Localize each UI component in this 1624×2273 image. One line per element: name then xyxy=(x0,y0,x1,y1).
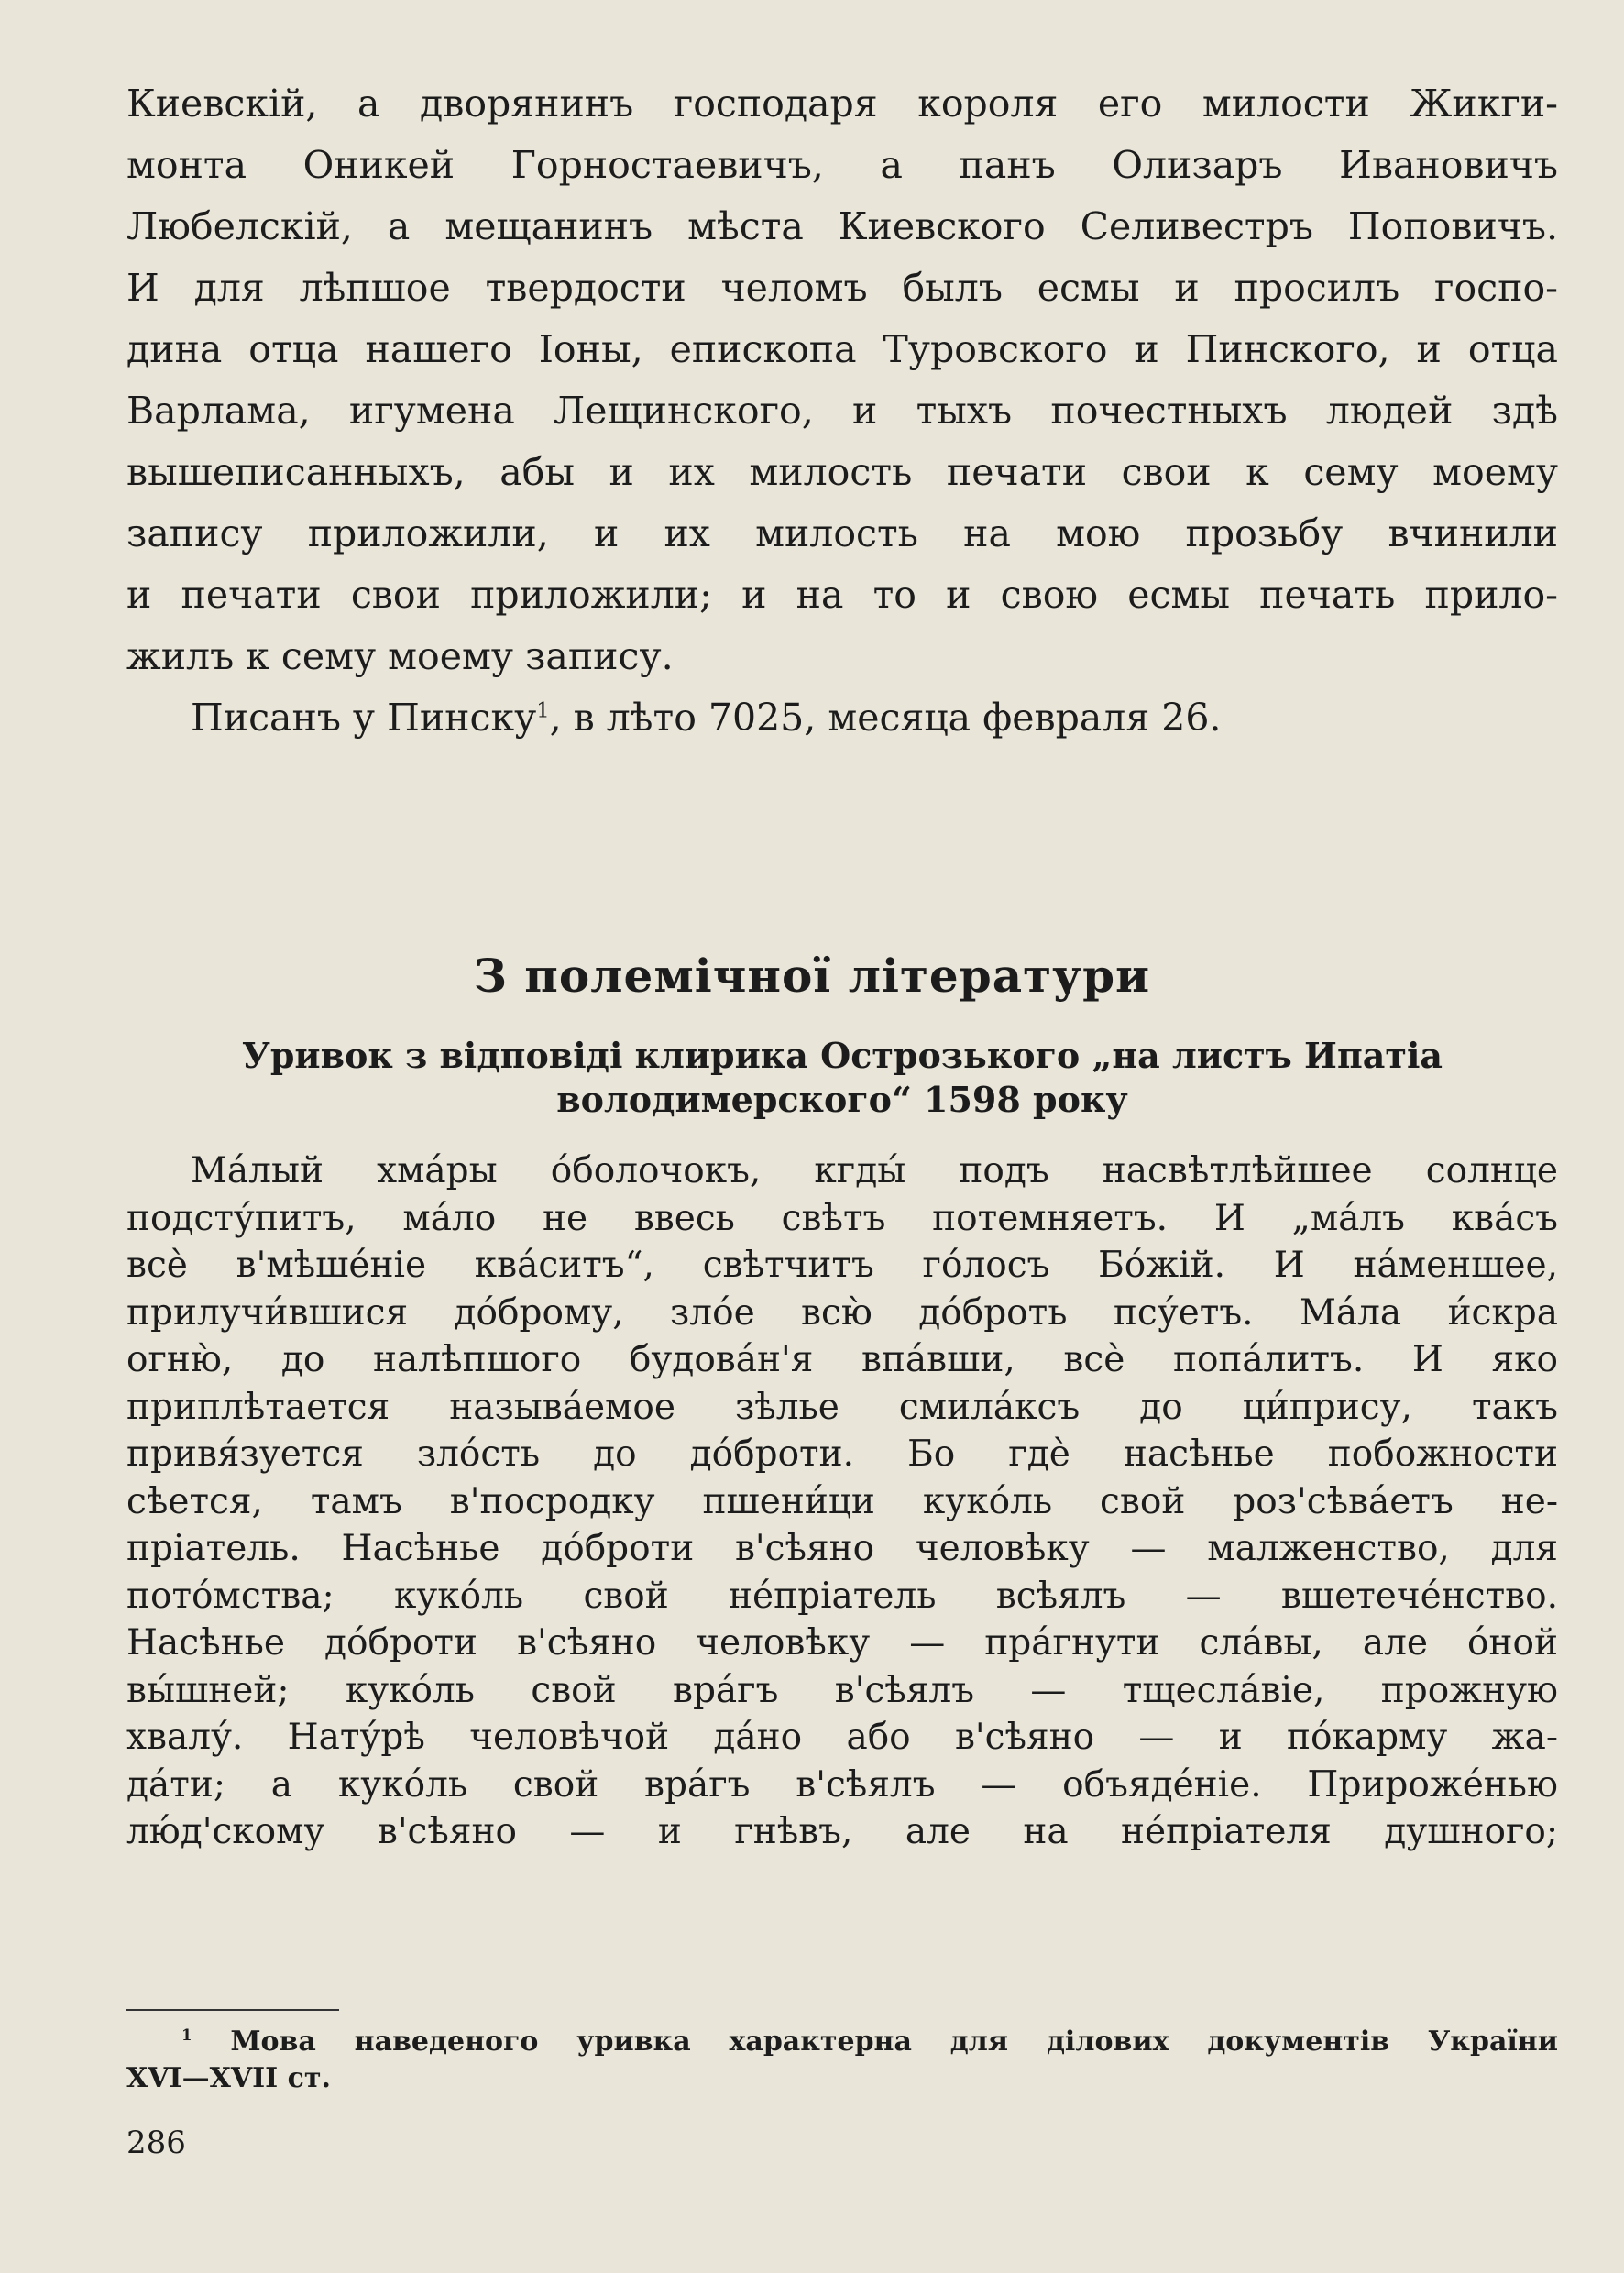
text-line: пріатель. Насѣнье до́броти в'сѣяно человѣку — малженство, для xyxy=(126,1528,1558,1569)
text-line: сѣется, тамъ в'посродку пшени́ци куко́ль свой роз'сѣва́етъ не- xyxy=(126,1480,1558,1522)
page-number: 286 xyxy=(126,2125,186,2161)
text-line: Любелскій, а мещанинъ мѣста Киевского Селивестръ Поповичъ. xyxy=(126,204,1558,248)
footnote-marker: 1 xyxy=(181,2026,192,2044)
text-line: и печати свои приложили; и на то и свою есмы печать прило- xyxy=(126,573,1558,617)
text-line: И для лѣпшое твердости челомъ былъ есмы и просилъ госпо- xyxy=(126,266,1558,310)
text-line: хвалу́. Нату́рѣ человѣчой да́но або в'сѣяно — и по́карму жа- xyxy=(126,1717,1558,1758)
text-line: вы́шней; куко́ль свой вра́гъ в'сѣялъ — тщесла́віе, прожную xyxy=(126,1669,1558,1711)
text-line: Ма́лый хма́ры о́болочокъ, кгды́ подъ насвѣтлѣйшее солнце xyxy=(191,1150,1558,1191)
text-line: запису приложили, и их милость на мою прозьбу вчинили xyxy=(126,511,1558,555)
text-line: дина отца нашего Іоны, епископа Туровского и Пинского, и отца xyxy=(126,327,1558,371)
text-line: приплѣтается называ́емое зѣлье смила́ксъ до ци́прису, такъ xyxy=(126,1386,1558,1428)
section-subheading xyxy=(126,1034,1558,1122)
subheading-line: володимерского“ 1598 року xyxy=(556,1079,1128,1120)
text-line: жилъ к сему моему запису. xyxy=(126,634,674,678)
footnote-divider xyxy=(126,2009,339,2011)
footnote-line: XVI—XVII ст. xyxy=(126,2062,331,2094)
footnote-reference: 1 xyxy=(536,698,550,723)
text-line: да́ти; а куко́ль свой вра́гъ в'сѣялъ — объяде́ніе. Прироже́нью xyxy=(126,1763,1558,1806)
footnote xyxy=(126,2024,1558,2097)
dating-line xyxy=(126,687,1558,749)
text-line: прилучи́вшися до́брому, зло́е всю̀ до́броть псу́етъ. Ма́ла и́скра xyxy=(126,1291,1558,1334)
text-line: Насѣнье до́броти в'сѣяно человѣку — пра́гнути сла́вы, але о́ной xyxy=(126,1622,1558,1664)
document-body-upper xyxy=(126,73,1558,749)
text-line: подсту́питъ, ма́ло не ввесь свѣтъ потемняетъ. И „ма́лъ ква́съ xyxy=(126,1197,1558,1239)
footnote-text: Мова наведеного уривка характерна для ділових документів України xyxy=(230,2026,1558,2058)
text-line: Варлама, игумена Лещинского, и тыхъ почестныхъ людей здѣ xyxy=(126,389,1558,433)
text-line: Киевскій, а дворянинъ господаря короля его милости Жикги- xyxy=(126,82,1558,126)
text-line: всѐ в'мѣше́ніе ква́ситъ“, свѣтчитъ го́лосъ Бо́жій. И на́меншее, xyxy=(126,1245,1558,1286)
text-line: лю́д'скому в'сѣяно — и гнѣвъ, але на не́пріателя душного; xyxy=(126,1811,1558,1852)
excerpt-body xyxy=(126,1147,1558,1856)
text-line: привя́зуется зло́сть до до́броти. Бо гдѐ насѣнье побожности xyxy=(126,1433,1558,1475)
section-heading: З полемічної літератури xyxy=(473,949,1151,1003)
footnote-line xyxy=(126,2024,1558,2060)
text-line: вышеписанныхъ, абы и их милость печати свои к сему моему xyxy=(126,450,1558,494)
text-line: пото́мства; куко́ль свой не́пріатель всѣялъ — вшетече́нство. xyxy=(126,1575,1558,1617)
text-line: огню̀, до налѣпшого будова́н'я впа́вши, всѐ попа́литъ. И яко xyxy=(126,1339,1558,1380)
paragraph-charter-ending xyxy=(126,73,1558,687)
dating-text-before: Писанъ у Пинску xyxy=(191,696,537,740)
dating-text-after: , в лѣто 7025, месяца февраля 26. xyxy=(549,696,1222,740)
text-line: монта Оникей Горностаевичъ, а панъ Олизаръ Ивановичъ xyxy=(126,143,1558,187)
subheading-line: Уривок з відповіді клирика Острозького „на листъ Ипатіа xyxy=(241,1035,1443,1076)
